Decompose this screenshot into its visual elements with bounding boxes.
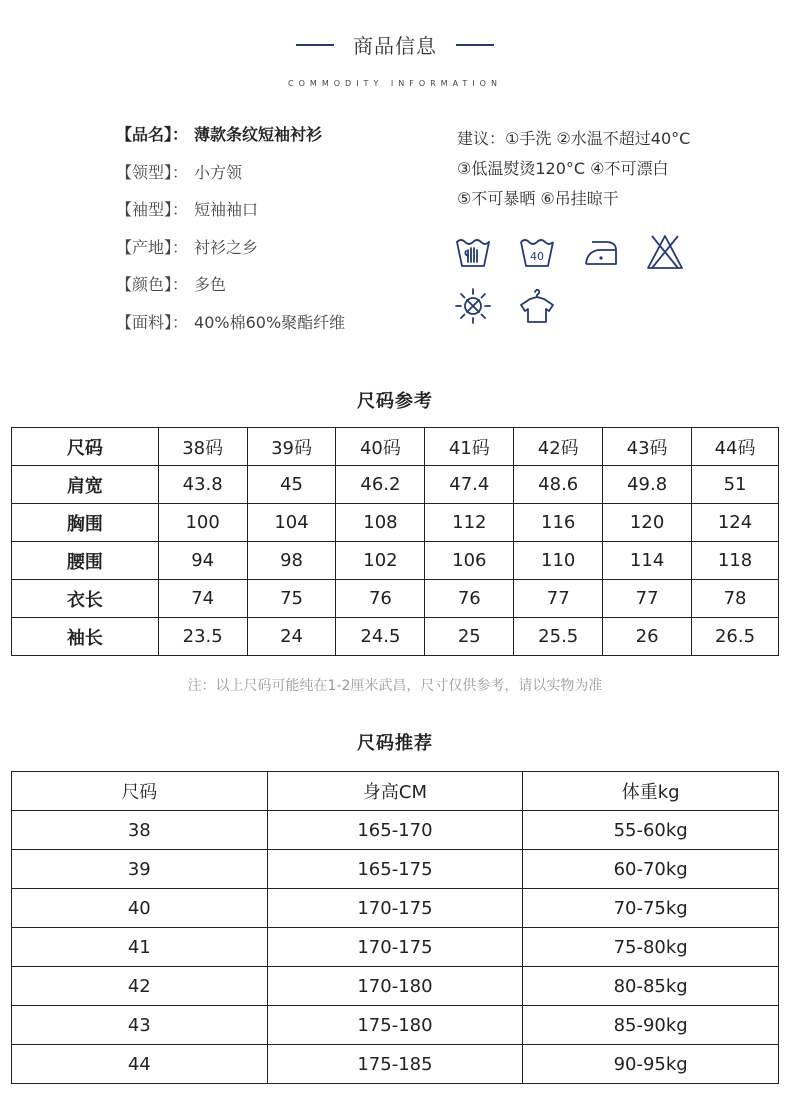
low-iron-icon — [582, 232, 620, 272]
table-cell: 170-180 — [267, 967, 523, 1006]
info-value: 多色 — [194, 275, 227, 294]
table-cell: 120 — [603, 504, 692, 542]
size-recommend-title: 尺码推荐 — [357, 733, 433, 754]
table-cell: 75-80kg — [523, 928, 779, 967]
header-cell: 40码 — [336, 428, 425, 466]
table-cell: 114 — [603, 542, 692, 580]
hand-wash-icon — [454, 232, 492, 272]
info-value: 40%棉60%聚酯纤维 — [194, 312, 346, 332]
no-bleach-icon — [646, 232, 684, 272]
table-cell: 110 — [514, 542, 603, 580]
table-row — [12, 928, 779, 967]
table-cell: 41 — [12, 928, 268, 967]
table-cell: 26.5 — [692, 618, 779, 656]
title-text: 商品信息 — [353, 34, 437, 58]
row-label-cell: 袖长 — [12, 618, 159, 656]
table-cell: 47.4 — [425, 466, 514, 504]
table-cell: 38 — [12, 811, 268, 850]
table-cell: 165-175 — [267, 850, 523, 889]
table-cell: 104 — [247, 504, 336, 542]
table-cell: 75 — [247, 580, 336, 618]
header-cell: 42码 — [514, 428, 603, 466]
table-cell: 94 — [158, 542, 247, 580]
info-row-color — [116, 272, 345, 310]
table-cell: 51 — [692, 466, 779, 504]
table-row — [12, 1006, 779, 1045]
care-line: ⑤不可暴晒 ⑥吊挂晾干 — [457, 189, 619, 208]
header-cell: 体重kg — [523, 772, 779, 811]
table-cell: 49.8 — [603, 466, 692, 504]
row-label-cell: 肩宽 — [12, 466, 159, 504]
table-row — [12, 466, 779, 504]
table-row — [12, 504, 779, 542]
table-cell: 26 — [603, 618, 692, 656]
table-cell: 76 — [425, 580, 514, 618]
table-cell: 118 — [692, 542, 779, 580]
table-cell: 100 — [158, 504, 247, 542]
wash-temp-text: 40 — [530, 250, 544, 263]
table-cell: 106 — [425, 542, 514, 580]
info-value: 薄款条纹短袖衬衫 — [194, 125, 323, 144]
table-cell: 175-185 — [267, 1045, 523, 1084]
table-cell: 85-90kg — [523, 1006, 779, 1045]
table-cell: 124 — [692, 504, 779, 542]
table-cell: 39 — [12, 850, 268, 889]
info-label: 【领型】： — [116, 162, 189, 182]
table-cell: 70-75kg — [523, 889, 779, 928]
info-value: 短袖袖口 — [194, 200, 259, 219]
product-info-list — [116, 122, 345, 347]
table-cell: 77 — [514, 580, 603, 618]
table-row — [12, 889, 779, 928]
table-cell: 116 — [514, 504, 603, 542]
table-header-row — [12, 428, 779, 466]
size-recommend-table — [11, 771, 779, 1084]
table-cell: 77 — [603, 580, 692, 618]
table-cell: 78 — [692, 580, 779, 618]
table-cell: 108 — [336, 504, 425, 542]
size-reference-table — [11, 427, 779, 656]
table-cell: 98 — [247, 542, 336, 580]
info-label: 【面料】： — [116, 312, 189, 332]
info-row-sleeve — [116, 197, 345, 235]
header-cell: 39码 — [247, 428, 336, 466]
table-cell: 46.2 — [336, 466, 425, 504]
hang-dry-icon — [518, 286, 556, 326]
table-cell: 170-175 — [267, 928, 523, 967]
table-row — [12, 1045, 779, 1084]
table-cell: 23.5 — [158, 618, 247, 656]
table-row — [12, 811, 779, 850]
care-instructions — [457, 124, 690, 214]
table-cell: 170-175 — [267, 889, 523, 928]
table-cell: 112 — [425, 504, 514, 542]
header-cell: 43码 — [603, 428, 692, 466]
table-cell: 43.8 — [158, 466, 247, 504]
info-value: 衬衫之乡 — [194, 237, 259, 257]
table-cell: 90-95kg — [523, 1045, 779, 1084]
info-row-fabric — [116, 310, 345, 348]
header-cell: 44码 — [692, 428, 779, 466]
wash-40-icon — [518, 232, 556, 272]
header-cell: 尺码 — [12, 428, 159, 466]
table-row — [12, 618, 779, 656]
page-title — [0, 30, 790, 59]
table-cell: 102 — [336, 542, 425, 580]
row-label-cell: 衣长 — [12, 580, 159, 618]
info-label: 【品名】： — [116, 125, 189, 144]
info-row-name — [116, 122, 345, 160]
table-header-row — [12, 772, 779, 811]
table-cell: 165-170 — [267, 811, 523, 850]
header-cell: 身高CM — [267, 772, 523, 811]
care-line: ③低温熨烫120°C ④不可漂白 — [457, 159, 669, 178]
header-cell: 尺码 — [12, 772, 268, 811]
table-cell: 76 — [336, 580, 425, 618]
table-cell: 24.5 — [336, 618, 425, 656]
table-cell: 175-180 — [267, 1006, 523, 1045]
table-cell: 55-60kg — [523, 811, 779, 850]
table-cell: 48.6 — [514, 466, 603, 504]
info-row-collar — [116, 160, 345, 198]
table-row — [12, 580, 779, 618]
table-cell: 24 — [247, 618, 336, 656]
table-cell: 80-85kg — [523, 967, 779, 1006]
row-label-cell: 胸围 — [12, 504, 159, 542]
table-cell: 25 — [425, 618, 514, 656]
size-reference-title: 尺码参考 — [357, 391, 433, 412]
info-label: 【颜色】： — [116, 275, 189, 294]
info-value: 小方领 — [194, 162, 243, 182]
page-subtitle: COMMODITY INFORMATION — [288, 79, 502, 88]
care-line: 建议：①手洗 ②水温不超过40°C — [457, 129, 691, 148]
info-row-origin — [116, 235, 345, 273]
title-line-right — [456, 44, 494, 46]
table-cell: 44 — [12, 1045, 268, 1084]
info-label: 【产地】： — [116, 237, 189, 257]
table-row — [12, 542, 779, 580]
info-label: 【袖型】： — [116, 200, 189, 219]
table-row — [12, 967, 779, 1006]
table-cell: 42 — [12, 967, 268, 1006]
size-note: 注：以上尺码可能纯在1-2厘米武昌，尺寸仅供参考，请以实物为准 — [187, 678, 603, 694]
table-cell: 45 — [247, 466, 336, 504]
row-label-cell: 腰围 — [12, 542, 159, 580]
title-line-left — [296, 44, 334, 46]
header-cell: 41码 — [425, 428, 514, 466]
table-cell: 74 — [158, 580, 247, 618]
table-cell: 40 — [12, 889, 268, 928]
table-cell: 60-70kg — [523, 850, 779, 889]
header-cell: 38码 — [158, 428, 247, 466]
no-sun-icon — [454, 286, 492, 326]
table-row — [12, 850, 779, 889]
table-cell: 43 — [12, 1006, 268, 1045]
table-cell: 25.5 — [514, 618, 603, 656]
